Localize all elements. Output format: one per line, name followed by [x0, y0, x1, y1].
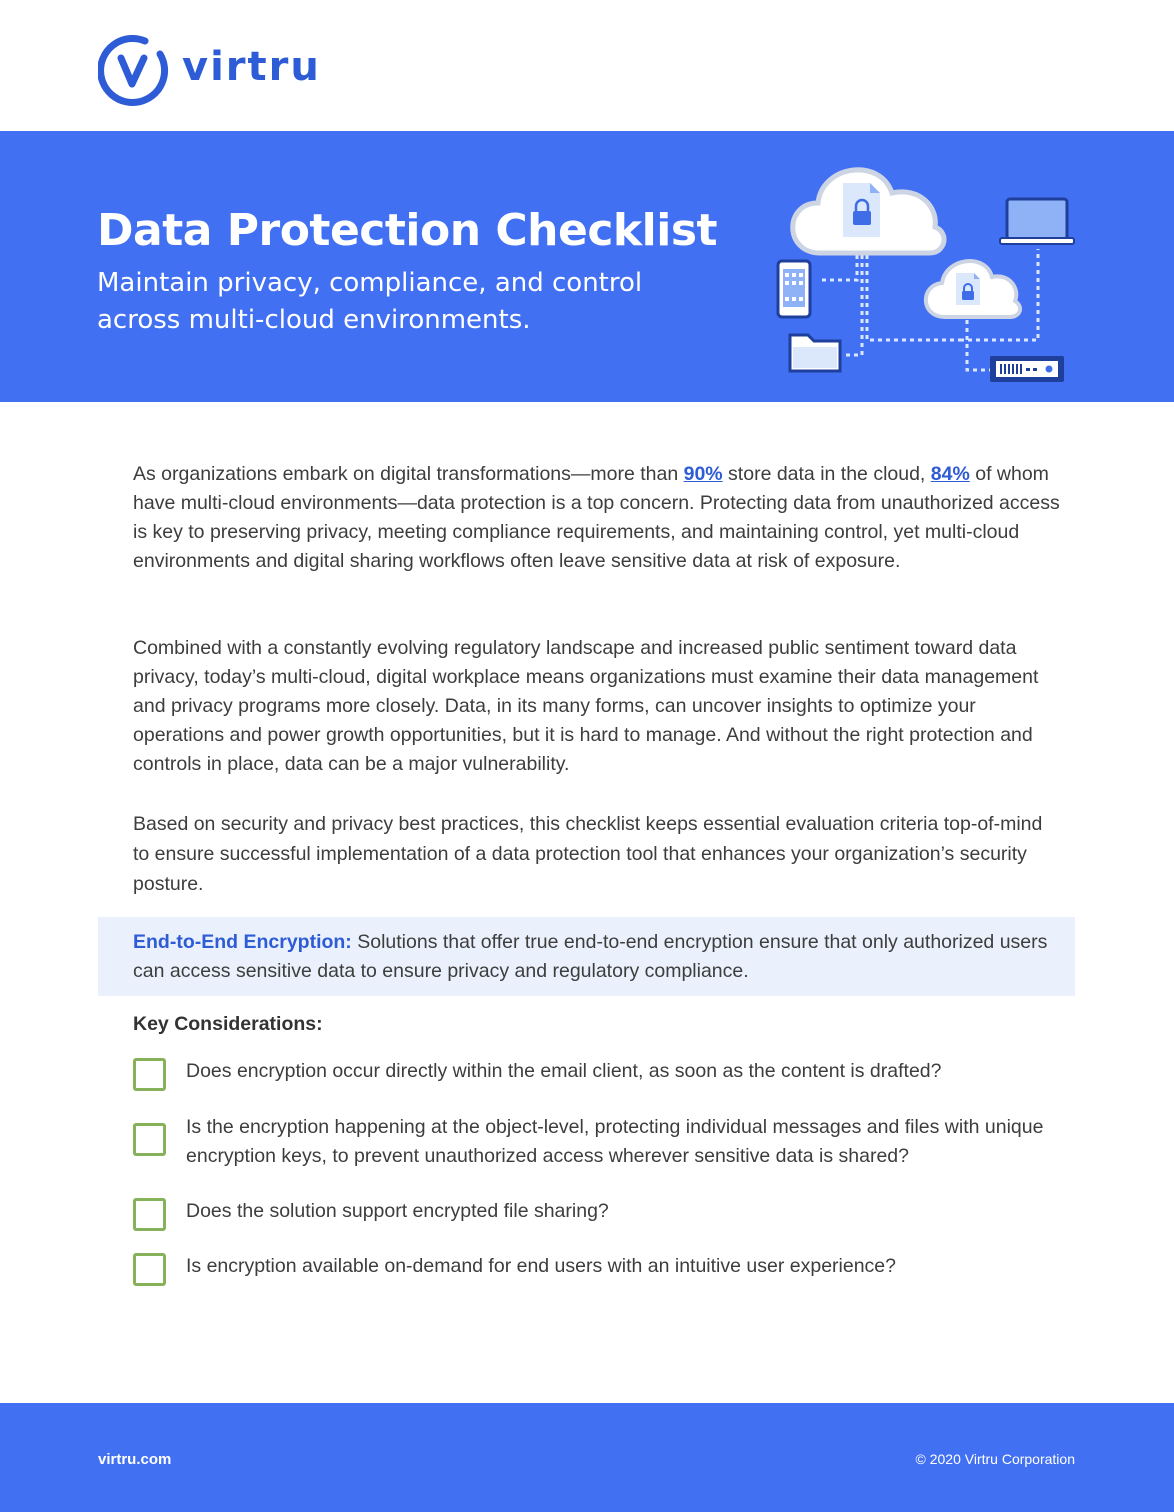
server-icon	[990, 356, 1064, 382]
intro-paragraph-1: As organizations embark on digital transformations—more than 90% store data in the cloud, 84% of whom have multi-cloud environments—data protection is a top concern. Protecting data from unauthorized access is key to preserving privacy, meeting compliance requirements, and maintaining control, yet multi-cloud environments and digital sharing workflows often leave sensitive data at risk of exposure.	[133, 463, 1060, 572]
virtru-logo-icon	[98, 34, 170, 106]
callout-label: End-to-End Encryption:	[133, 931, 352, 953]
page-subtitle: Maintain privacy, compliance, and control across multi-cloud environments.	[97, 268, 643, 335]
stat-link-84[interactable]: 84%	[930, 463, 970, 485]
multi-cloud-illustration	[770, 145, 1090, 390]
intro-paragraph-3: Based on security and privacy best practices, this checklist keeps essential evaluation criteria top-of-mind to ensure successful implementation of a data protection tool that enhances your organization’s security posture.	[133, 813, 1043, 895]
hero-banner	[0, 131, 1174, 402]
stat-link-90[interactable]: 90%	[683, 463, 723, 485]
folder-icon	[790, 335, 840, 371]
callout-text: End-to-End Encryption: Solutions that offer true end-to-end encryption ensure that only authorized users can access sensitive data to ensure privacy and regulatory compliance.	[133, 931, 1048, 982]
checkbox[interactable]	[133, 1123, 166, 1156]
virtru-logo	[98, 34, 321, 106]
checkbox[interactable]	[133, 1198, 166, 1231]
copyright: © 2020 Virtru Corporation	[915, 1451, 1075, 1467]
laptop-icon	[1000, 199, 1074, 244]
brand-name: virtru	[182, 44, 321, 90]
checkbox[interactable]	[133, 1058, 166, 1091]
intro-paragraph-2: Combined with a constantly evolving regulatory landscape and increased public sentiment toward data privacy, today’s multi-cloud, digital workplace means organizations must examine their data management and privacy programs more closely. Data, in its many forms, can uncover insights to optimize your operations and power growth opportunities, but it is hard to manage. And without the right protection and controls in place, data can be a major vulnerability.	[133, 637, 1039, 775]
cloud-lock-icon	[793, 170, 944, 253]
checklist-item-text: Does encryption occur directly within the email client, as soon as the content is drafted?	[186, 1060, 942, 1082]
checklist-item-text: Does the solution support encrypted file sharing?	[186, 1200, 609, 1222]
checklist-item-text: Is the encryption happening at the object-level, protecting individual messages and files with unique encryption keys, to prevent unauthorized access wherever sensitive data is shared?	[186, 1116, 1044, 1167]
page-title: Data Protection Checklist	[97, 205, 718, 256]
checklist-item-text: Is encryption available on-demand for end users with an intuitive user experience?	[186, 1255, 896, 1277]
cloud-lock-icon	[926, 261, 1020, 317]
encryption-callout	[98, 917, 1075, 996]
checkbox[interactable]	[133, 1253, 166, 1286]
mobile-icon	[778, 261, 810, 317]
key-considerations-heading: Key Considerations:	[133, 1013, 323, 1035]
page-footer	[0, 1403, 1174, 1512]
website-link[interactable]: virtru.com	[98, 1451, 172, 1468]
